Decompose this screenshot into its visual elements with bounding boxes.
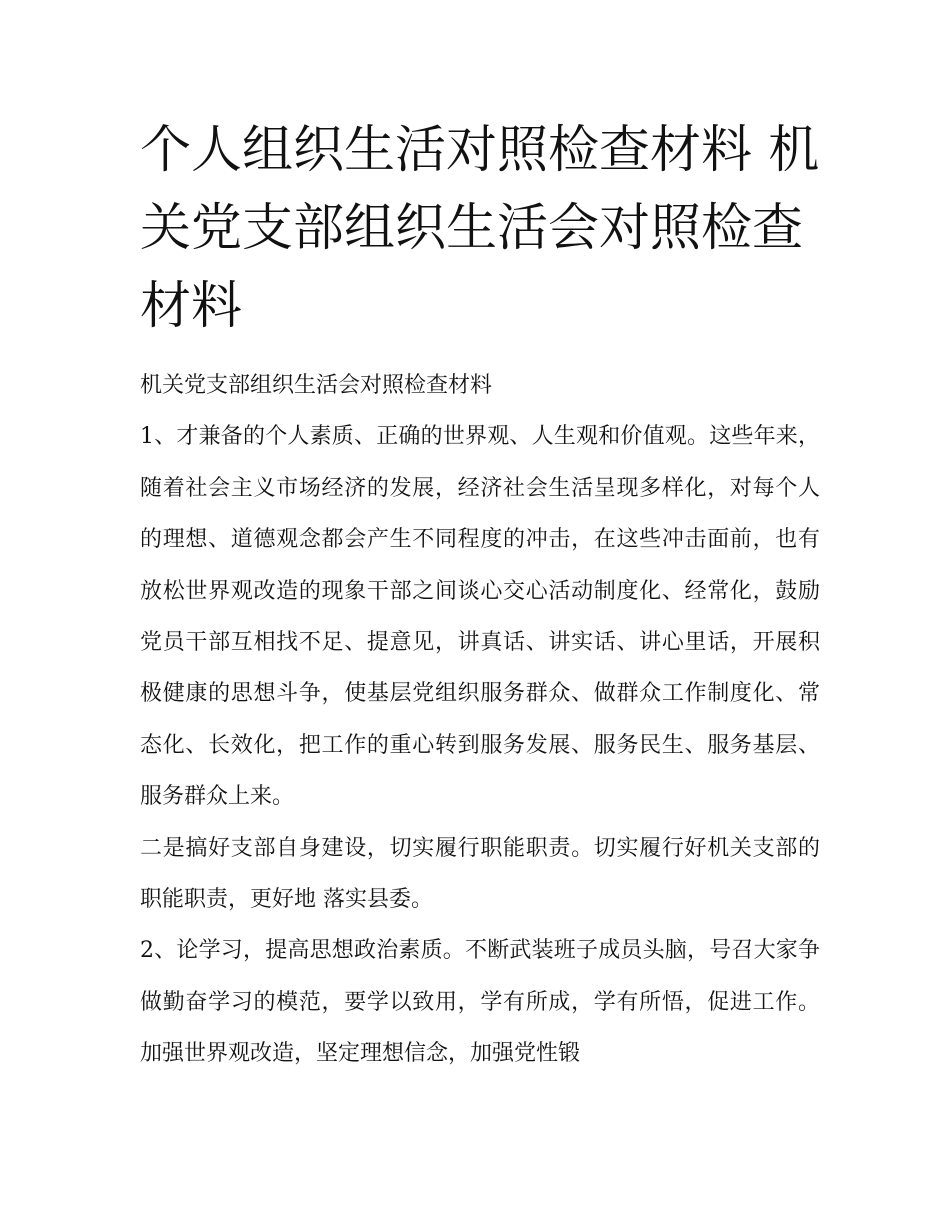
document-body: [140, 360, 820, 1080]
paragraph-subtitle: 机关党支部组织生活会对照检查材料: [140, 373, 493, 398]
document-title: 个人组织生活对照检查材料 机关党支部组织生活会对照检查材料: [140, 121, 820, 336]
paragraph-3: 2、论学习，提高思想政治素质。不断武装班子成员头脑，号召大家争做勤奋学习的模范，要学以致用，学有所成，学有所悟，促进工作。加强世界观改造，坚定理想信念，加强党性锻: [140, 938, 820, 1067]
paragraph-2: 二是搞好支部自身建设，切实履行职能职责。切实履行好机关支部的职能职责，更好地 落实县委。: [140, 835, 820, 913]
paragraph-1: 1、才兼备的个人素质、正确的世界观、人生观和价值观。这些年来，随着社会主义市场经济的发展，经济社会生活呈现多样化，对每个人的理想、道德观念都会产生不同程度的冲击，在这些冲击面前，也有放松世界观改造的现象干部之间谈心交心活动制度化、经常化，鼓励党员干部互相找不足、提意见，讲真话、讲实话、讲心里话，开展积极健康的思想斗争，使基层党组织服务群众、做群众工作制度化、常态化、长效化，把工作的重心转到服务发展、服务民生、服务基层、服务群众上来。: [140, 424, 820, 810]
